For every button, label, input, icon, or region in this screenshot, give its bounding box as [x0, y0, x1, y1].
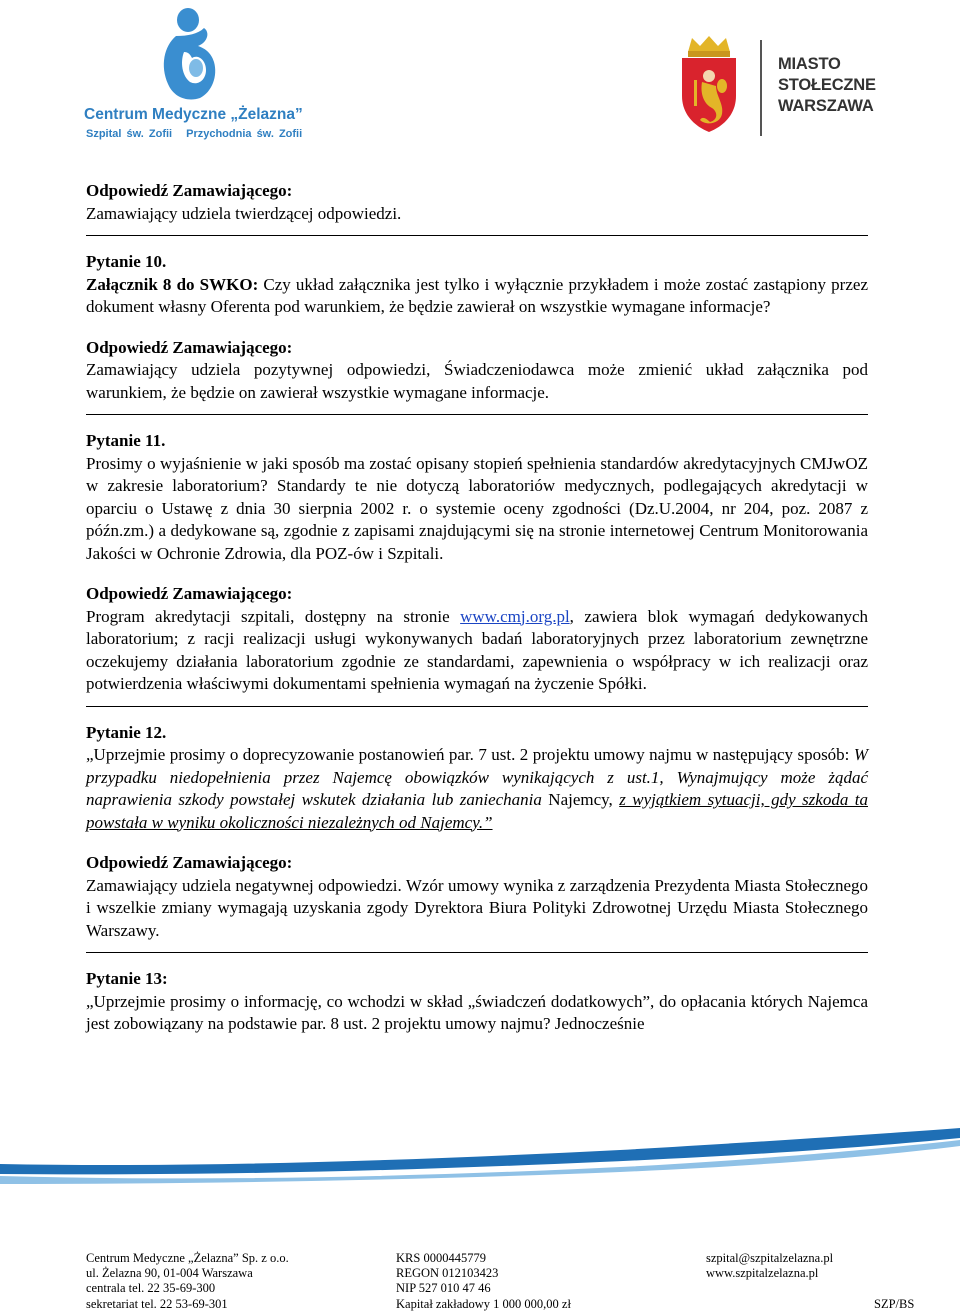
question-11-text: Prosimy o wyjaśnienie w jaki sposób ma zostać opisany stopień spełnienia standardów akredytacyjnych CMJwOZ w zakresie laboratorium? Standardy te nie dotyczą laboratoriów medycznych, podlegających akredytacji w oparciu o Ustawę z dnia 30 sierpnia 2002 r. o systemie oceny zgodności (Dz.U.2004, nr 204, poz. 2087 z późn.zm.) a dedykowane są, zgodnie z zapisami znajdującymi się na stronie internetowej Centrum Monitorowania Jakości w Ochronie Zdrowia, dla POZ-ów i Szpitali.	[86, 453, 868, 563]
document-body	[86, 180, 868, 1036]
intro-answer-text: Zamawiający udziela twierdzącej odpowiedzi.	[86, 203, 402, 223]
footer-company-info	[86, 1251, 289, 1312]
warsaw-coat-of-arms-icon	[678, 34, 740, 134]
question-11-heading: Pytanie 11.	[86, 431, 166, 450]
city-logo-line3: WARSZAWA	[778, 97, 874, 115]
footer-company-line: ul. Żelazna 90, 01-004 Warszawa	[86, 1266, 253, 1281]
question-12-answer-heading: Odpowiedź Zamawiającego:	[86, 853, 293, 872]
footer-registry-line: REGON 012103423	[396, 1266, 499, 1281]
footer-contact-info	[706, 1251, 833, 1281]
question-13-heading: Pytanie 13:	[86, 969, 168, 988]
footer-registry-info	[396, 1251, 571, 1312]
question-12-italic: W przypadku niedopełnienia przez Najemcę obowiązków wynikających z ust.1, Wynajmujący może żądać naprawienia szkody powstałej wskutek działania lub zaniechania	[86, 745, 868, 809]
section-divider	[86, 414, 868, 415]
city-logo-line1: MIASTO	[778, 55, 841, 73]
org-logo-subtitle	[86, 128, 316, 140]
footer-website[interactable]: www.szpitalzelazna.pl	[706, 1266, 819, 1281]
org-logo-sub-hospital: Szpital św. Zofii	[86, 128, 173, 140]
question-12-italic-underline: z wyjątkiem sytuacji, gdy szkoda ta powstała w wyniku okoliczności niezależnych od Najemcy.”	[86, 790, 868, 832]
section-divider	[86, 952, 868, 953]
question-10-text	[86, 274, 868, 319]
section-divider	[86, 706, 868, 707]
question-12-plain: „Uprzejmie prosimy o doprecyzowanie postanowień par. 7 ust. 2 projektu umowy najmu w następujący sposób:	[86, 745, 854, 764]
question-11-answer-after: , zawiera blok wymagań dedykowanych laboratorium; z racji realizacji usługi wykonywanych badań laboratoryjnych przez laboratorium zewnętrzne oczekujemy działania laboratorium zgodnie ze standardami, zapewnienia o współpracy w ich realizacji oraz potwierdzenia właściwymi dokumentami spełnienia wymagań na życzenie Spółki.	[86, 606, 868, 693]
footer-registry-line: KRS 0000445779	[396, 1251, 486, 1265]
question-10-body: Czy układ załącznika jest tylko i wyłącznie przykładem i może zostać zastąpiony przez dokument własny Oferenta pod warunkiem, że będzie zawierał on wszystkie wymagane informacje?	[86, 274, 868, 316]
footer-wave-decoration	[0, 1126, 960, 1186]
city-logo-line2: STOŁECZNE	[778, 76, 876, 94]
city-logo-divider	[760, 40, 762, 136]
question-12-mid: Najemcy,	[541, 790, 620, 809]
footer-company-line: Centrum Medyczne „Żelazna” Sp. z o.o.	[86, 1251, 289, 1265]
org-logo-sub-clinic: Przychodnia św. Zofii	[186, 128, 303, 140]
question-10-lead: Załącznik 8 do SWKO:	[86, 274, 259, 294]
question-10-answer-heading: Odpowiedź Zamawiającego:	[86, 337, 293, 357]
footer-registry-line: NIP 527 010 47 46	[396, 1281, 491, 1296]
question-10-heading: Pytanie 10.	[86, 252, 167, 271]
footer-email[interactable]: szpital@szpitalzelazna.pl	[706, 1251, 834, 1265]
question-10-answer-text: Zamawiający udziela pozytywnej odpowiedzi, Świadczeniodawca może zmienić układ załącznika pod warunkiem, że będzie on zawierał wszystkie wymagane informacje.	[86, 360, 868, 402]
city-logo-text	[778, 54, 876, 117]
question-12-text	[86, 744, 868, 834]
mother-child-icon	[154, 6, 224, 104]
section-divider	[86, 235, 868, 236]
question-12-heading: Pytanie 12.	[86, 722, 167, 742]
org-logo	[84, 6, 304, 138]
city-logo	[676, 30, 876, 140]
footer-company-line: centrala tel. 22 35-69-300	[86, 1281, 216, 1296]
question-13-text: „Uprzejmie prosimy o informację, co wchodzi w skład „świadczeń dodatkowych”, do opłacania których Najemca jest zobowiązany na podstawie par. 8 ust. 2 projektu umowy najmu? Jednocześnie	[86, 991, 868, 1033]
question-11-answer-text	[86, 606, 868, 696]
cmj-link[interactable]: www.cmj.org.pl	[460, 606, 570, 626]
org-logo-name: Centrum Medyczne „Żelazna”	[84, 106, 303, 123]
question-12-answer-text: Zamawiający udziela negatywnej odpowiedzi. Wzór umowy wynika z zarządzenia Prezydenta Miasta Stołecznego i wszelkie zmiany wymagają uzyskania zgody Dyrektora Biura Polityki Zdrowotnej Urzędu Miasta Stołecznego Warszawy.	[86, 875, 868, 940]
document-reference: SZP/BS	[874, 1297, 915, 1311]
question-11-answer-heading: Odpowiedź Zamawiającego:	[86, 584, 293, 603]
footer-company-line: sekretariat tel. 22 53-69-301	[86, 1296, 228, 1311]
intro-answer-heading: Odpowiedź Zamawiającego:	[86, 181, 293, 200]
question-11-answer-before: Program akredytacji szpitali, dostępny na stronie	[86, 606, 461, 626]
footer-registry-line: Kapitał zakładowy 1 000 000,00 zł	[396, 1296, 571, 1311]
